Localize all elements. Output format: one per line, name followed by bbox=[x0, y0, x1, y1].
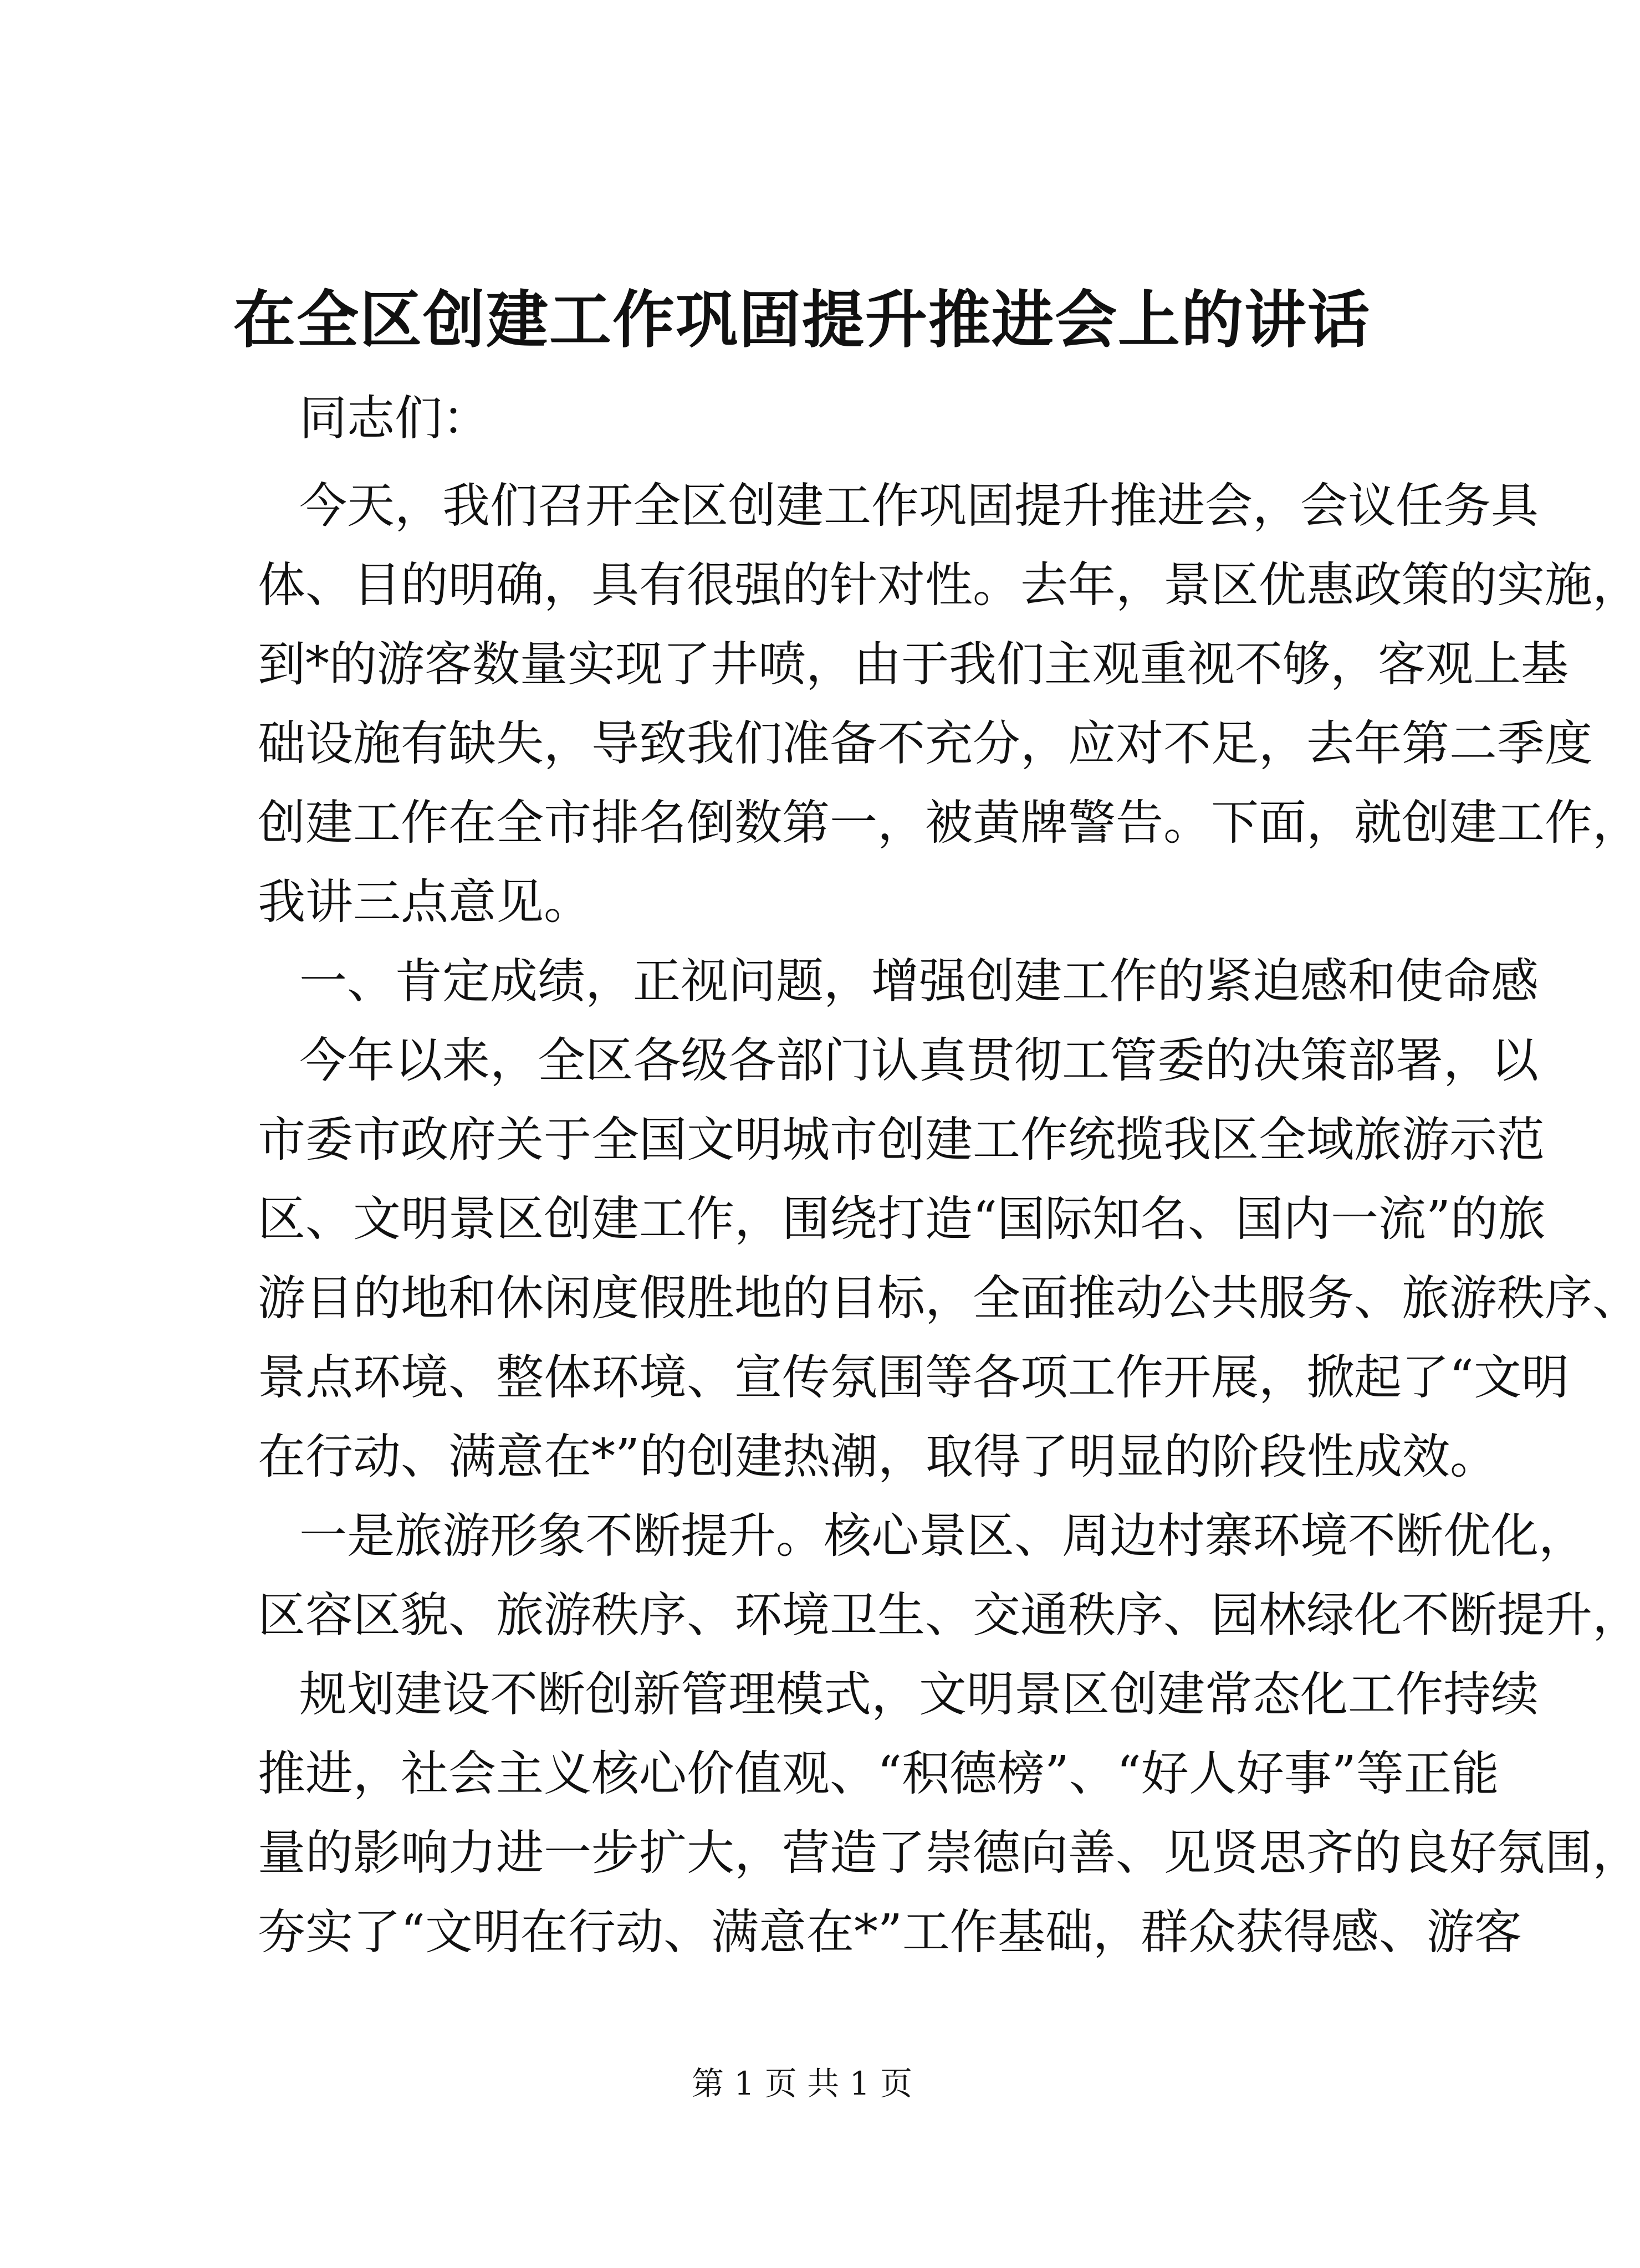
text-line: 游目的地和休闲度假胜地的目标，全面推动公共服务、旅游秩序、 bbox=[258, 1271, 1640, 1326]
text-line: 夯实了“文明在行动、满意在*”工作基础，群众获得感、游客 bbox=[258, 1904, 1522, 1960]
text-line: 础设施有缺失，导致我们准备不充分，应对不足，去年第二季度 bbox=[258, 716, 1592, 771]
text-line: 区、文明景区创建工作，围绕打造“国际知名、国内一流”的旅 bbox=[258, 1191, 1546, 1247]
document-title: 在全区创建工作巩固提升推进会上的讲话 bbox=[233, 284, 1371, 356]
text-line: 今年以来，全区各级各部门认真贯彻工管委的决策部署，以 bbox=[299, 1033, 1539, 1088]
text-line: 在行动、满意在*”的创建热潮，取得了明显的阶段性成效。 bbox=[258, 1429, 1498, 1484]
text-line: 推进，社会主义核心价值观、“积德榜”、“好人好事”等正能 bbox=[258, 1746, 1499, 1801]
text-line: 一是旅游形象不断提升。核心景区、周边村寨环境不断优化， bbox=[299, 1508, 1586, 1564]
salutation-line: 同志们： bbox=[299, 391, 490, 446]
text-line: 景点环境、整体环境、宣传氛围等各项工作开展，掀起了“文明 bbox=[258, 1350, 1569, 1405]
text-line: 创建工作在全市排名倒数第一，被黄牌警告。下面，就创建工作， bbox=[258, 795, 1640, 851]
text-line: 我讲三点意见。 bbox=[258, 874, 591, 930]
text-line: 到*的游客数量实现了井喷，由于我们主观重视不够，客观上基 bbox=[258, 637, 1569, 692]
text-line: 规划建设不断创新管理模式，文明景区创建常态化工作持续 bbox=[299, 1667, 1539, 1722]
text-line: 量的影响力进一步扩大，营造了崇德向善、见贤思齐的良好氛围， bbox=[258, 1825, 1640, 1881]
text-line: 区容区貌、旅游秩序、环境卫生、交通秩序、园林绿化不断提升， bbox=[258, 1588, 1640, 1643]
text-line: 体、目的明确，具有很强的针对性。去年，景区优惠政策的实施， bbox=[258, 557, 1640, 613]
section-heading: 一、肯定成绩，正视问题，增强创建工作的紧迫感和使命感 bbox=[299, 954, 1539, 1009]
page-footer: 第 1 页 共 1 页 bbox=[692, 2065, 912, 2102]
text-line: 今天，我们召开全区创建工作巩固提升推进会，会议任务具 bbox=[299, 478, 1539, 534]
text-line: 市委市政府关于全国文明城市创建工作统揽我区全域旅游示范 bbox=[258, 1112, 1545, 1168]
